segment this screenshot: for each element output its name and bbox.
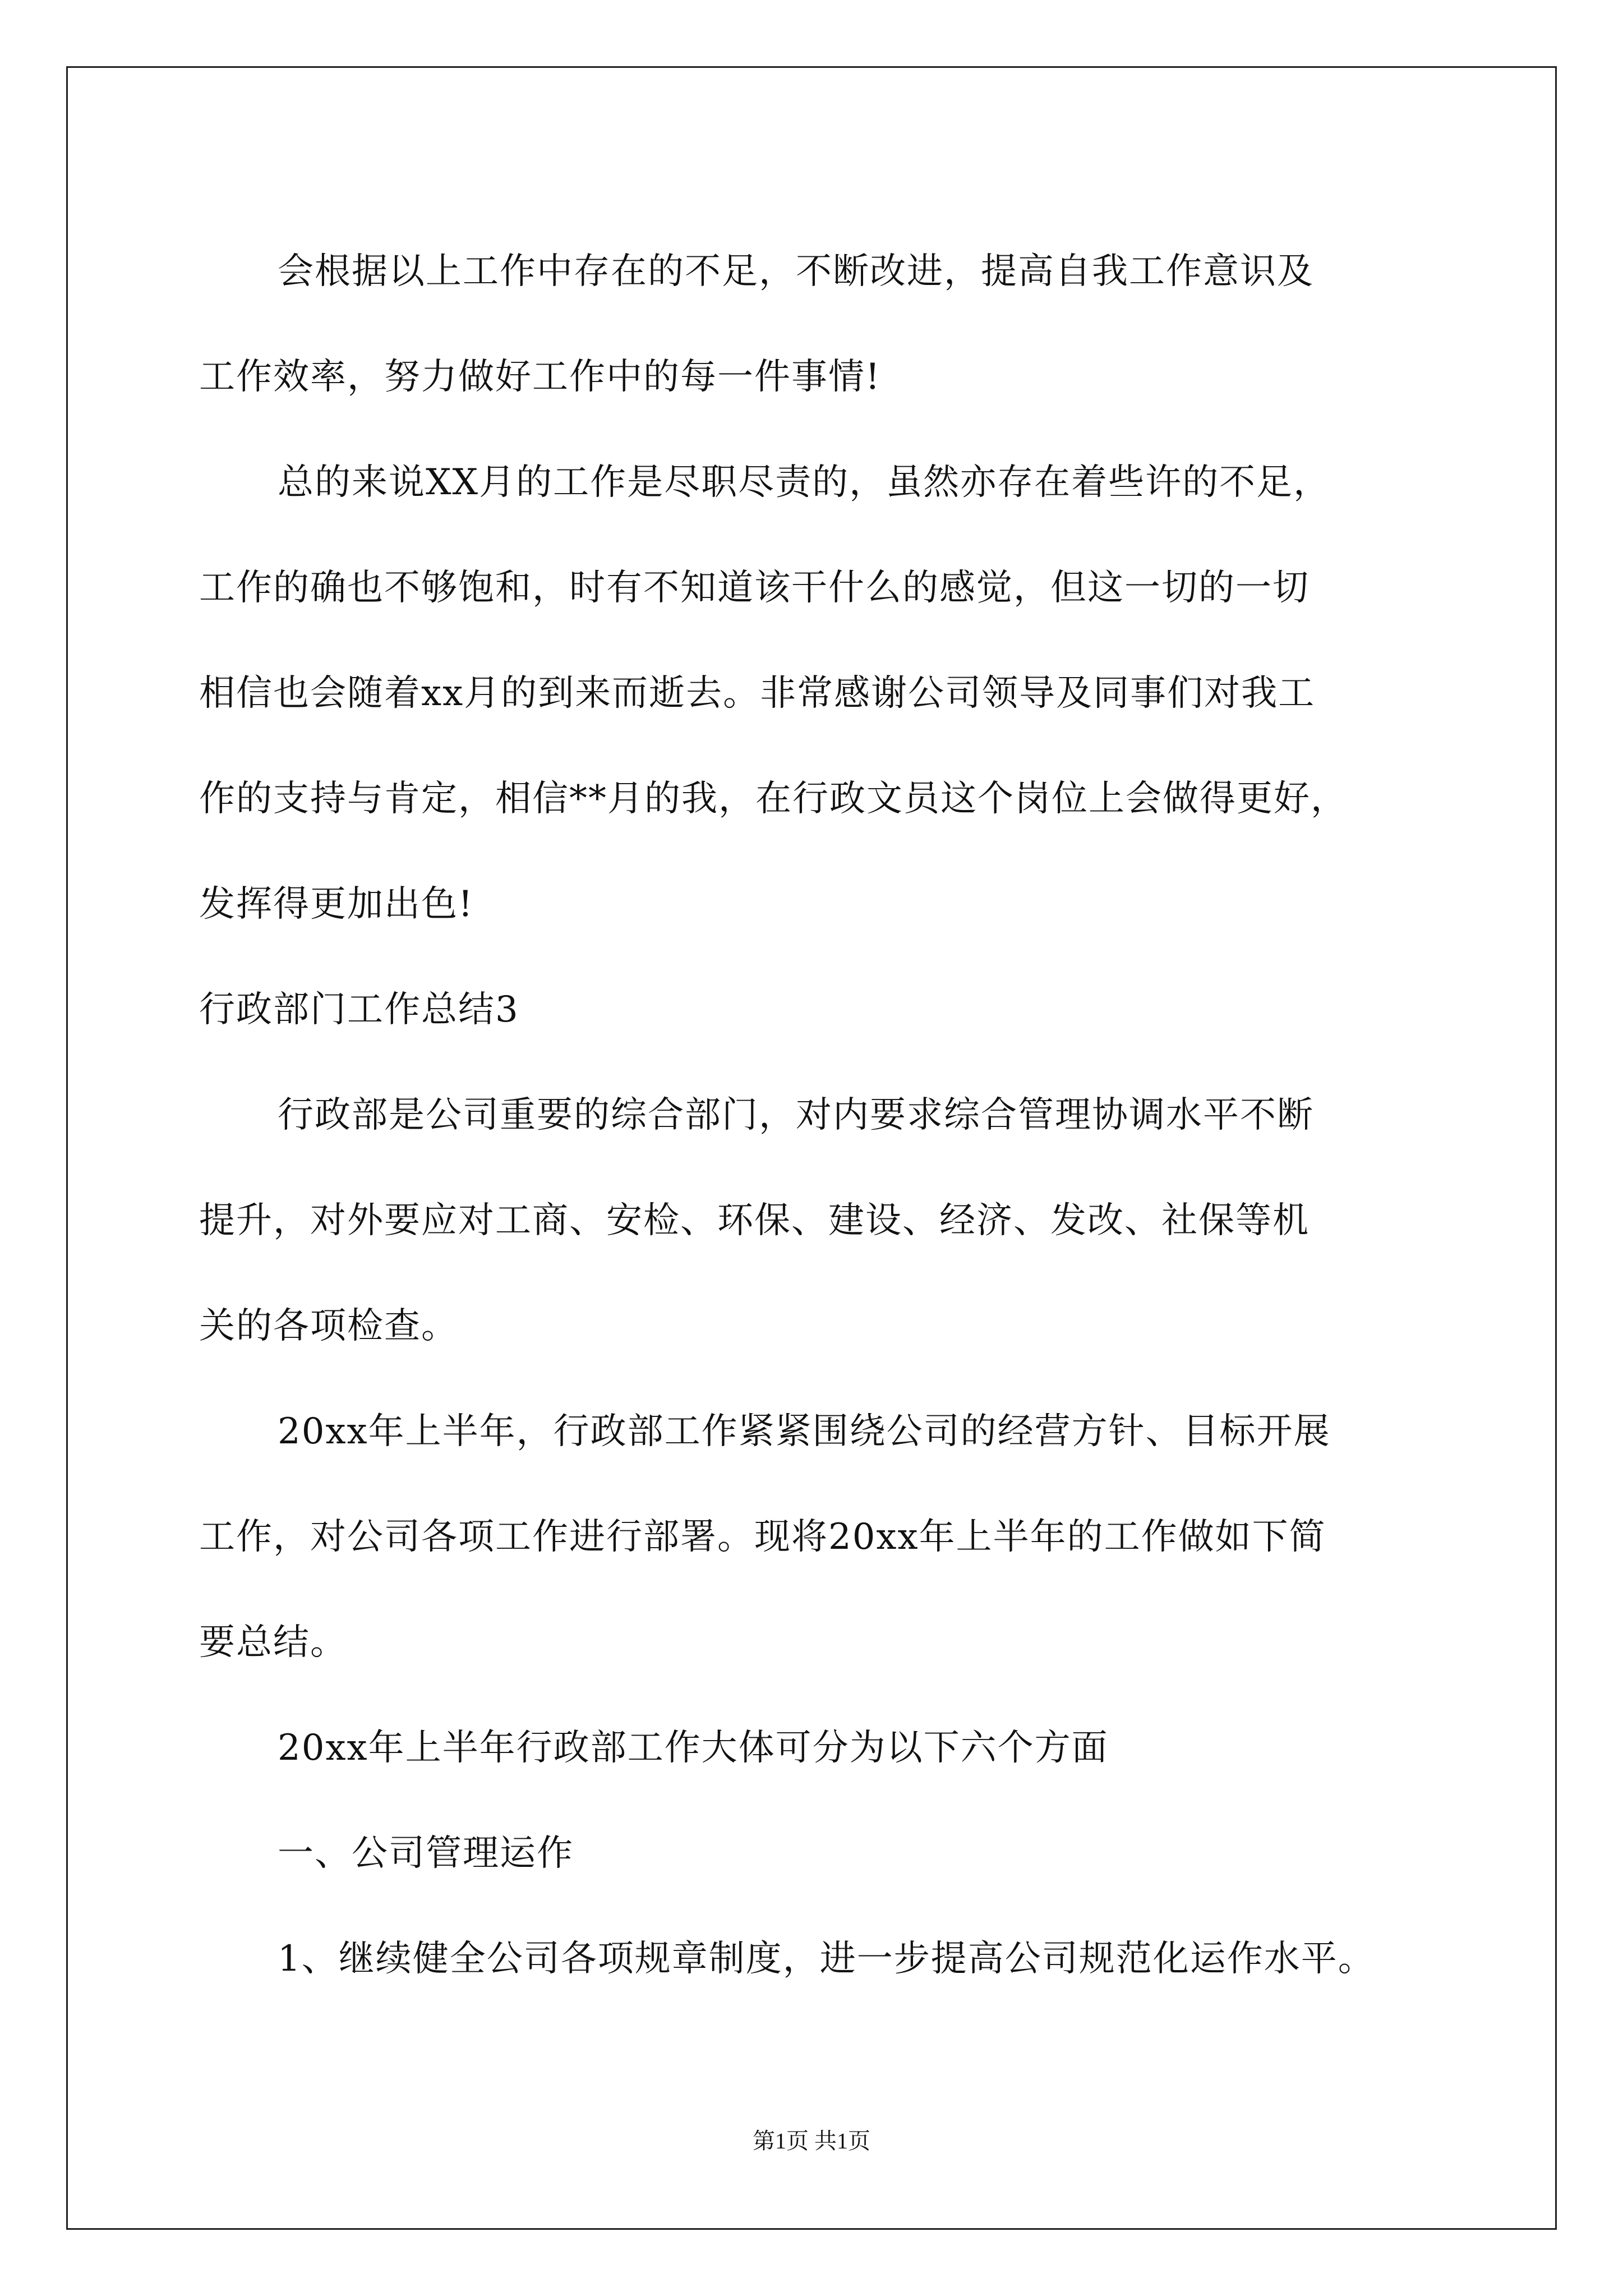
paragraph-line: 总的来说XX月的工作是尽职尽责的，虽然亦存在着些许的不足， — [278, 462, 1331, 503]
paragraph-line: 工作的确也不够饱和，时有不知道该干什么的感觉，但这一切的一切 — [199, 567, 1310, 609]
paragraph-line: 工作效率，努力做好工作中的每一件事情! — [199, 356, 881, 398]
page-footer: 第1页 共1页 — [753, 2128, 870, 2154]
paragraph-line: 发挥得更加出色! — [199, 884, 474, 925]
paragraph-line: 工作，对公司各项工作进行部署。现将20xx年上半年的工作做如下简 — [199, 1516, 1326, 1558]
paragraph-line: 20xx年上半年，行政部工作紧紧围绕公司的经营方针、目标开展 — [278, 1411, 1331, 1452]
paragraph-line: 提升，对外要应对工商、安检、环保、建设、经济、发改、社保等机 — [199, 1200, 1310, 1241]
section-heading: 行政部门工作总结3 — [199, 989, 519, 1030]
paragraph-line: 相信也会随着xx月的到来而逝去。非常感谢公司领导及同事们对我工 — [199, 673, 1316, 714]
paragraph-line: 会根据以上工作中存在的不足，不断改进，提高自我工作意识及 — [278, 251, 1314, 292]
paragraph-line: 20xx年上半年行政部工作大体可分为以下六个方面 — [278, 1727, 1109, 1769]
paragraph-line: 要总结。 — [199, 1622, 347, 1663]
document-body — [199, 219, 1433, 2012]
paragraph-line: 行政部是公司重要的综合部门，对内要求综合管理协调水平不断 — [278, 1094, 1314, 1136]
list-item: 1、继续健全公司各项规章制度，进一步提高公司规范化运作水平。 — [278, 1938, 1375, 1980]
subsection-heading: 一、公司管理运作 — [278, 1833, 574, 1874]
paragraph-line: 关的各项检查。 — [199, 1305, 458, 1347]
paragraph-line: 作的支持与肯定，相信**月的我，在行政文员这个岗位上会做得更好， — [199, 778, 1348, 820]
